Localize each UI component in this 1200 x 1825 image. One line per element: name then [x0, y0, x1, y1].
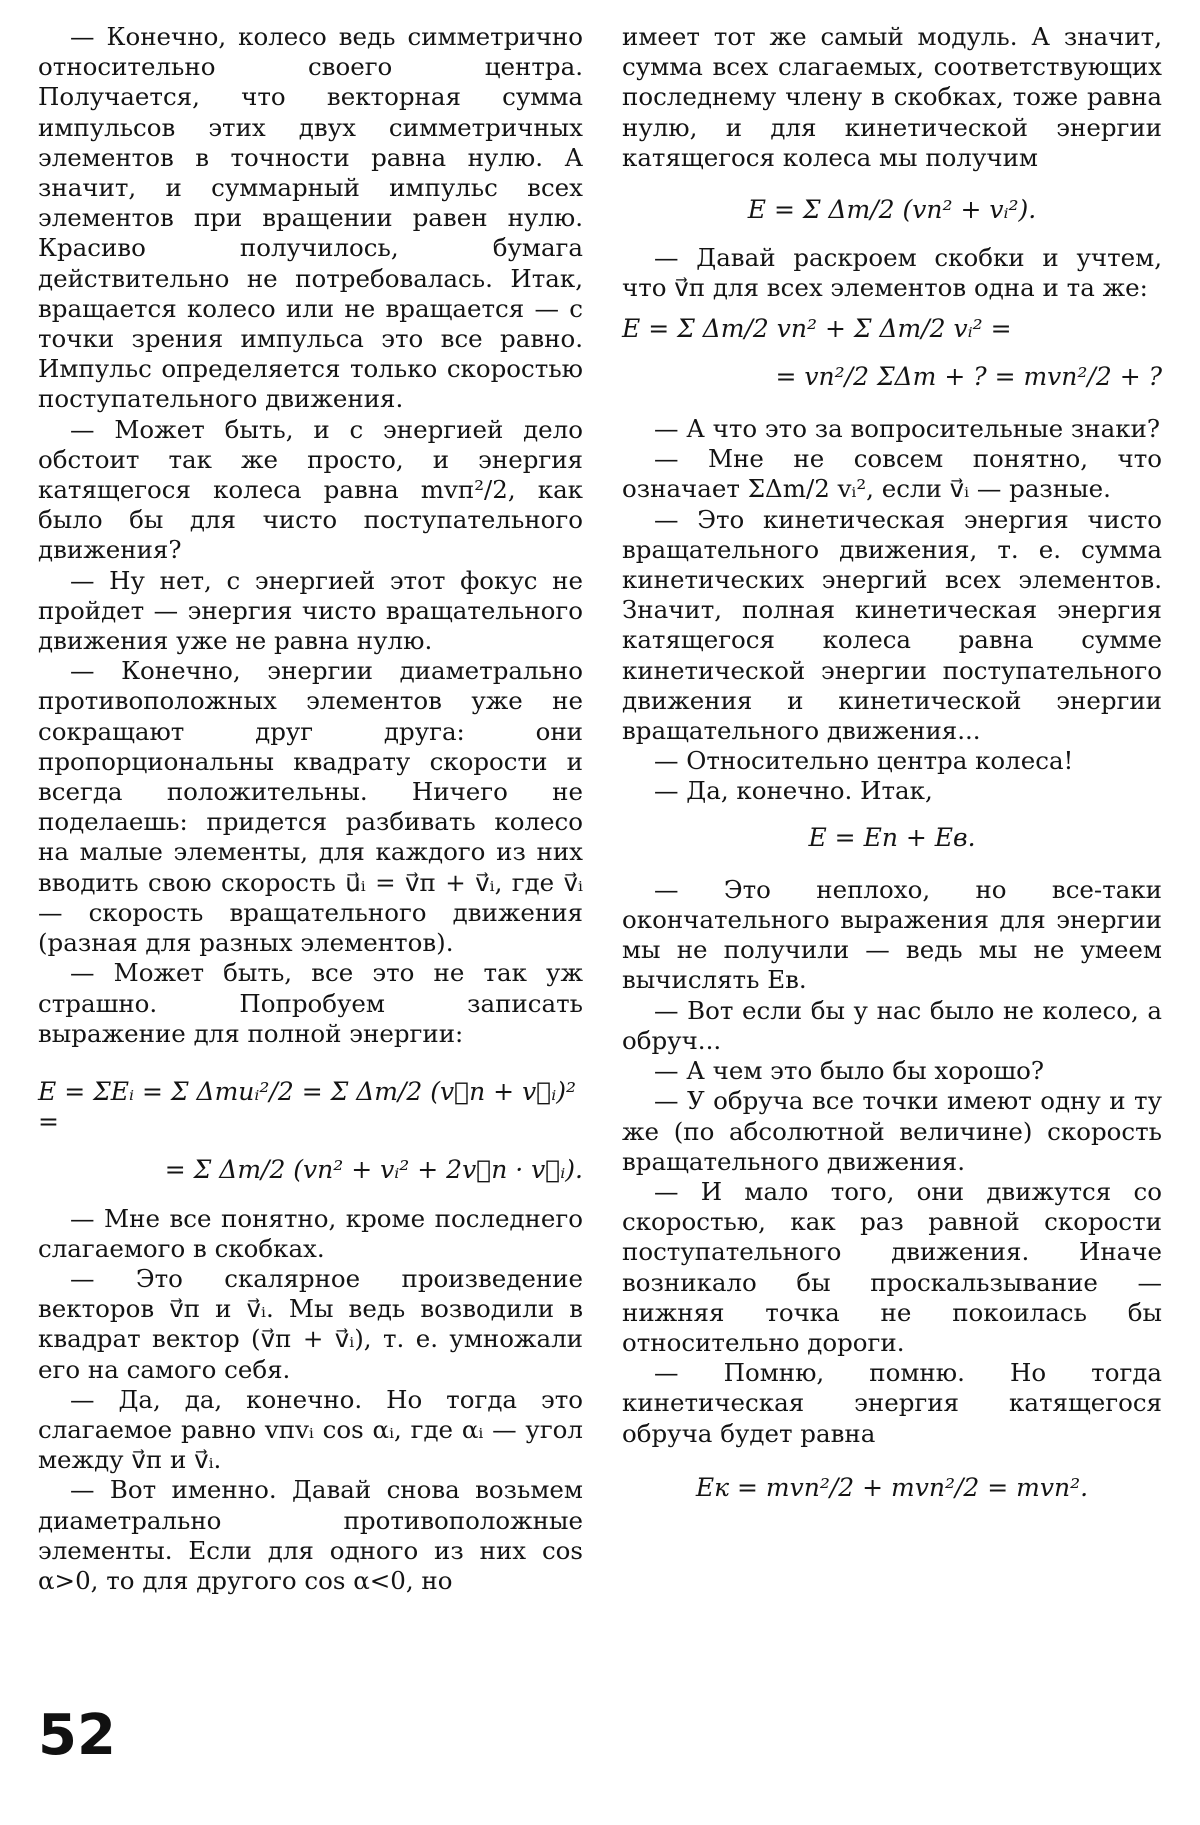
paragraph: — У обруча все точки имеют одну и ту же (по абсолютной величине) скорость вращательного движения.	[622, 1086, 1162, 1176]
paragraph: — Конечно, колесо ведь симметрично относительно своего центра. Получается, что векторная сумма импульсов этих двух симметричных элементов в точности равна нулю. А значит, и суммарный импульс всех элементов при вращении равен нулю. Красиво получилось, бумага действительно не потребовалась. Итак, вращается колесо или не вращается — с точки зрения импульса это все равно. Импульс определяется только скоростью поступательного движения.	[38, 22, 583, 414]
page-number: 52	[38, 1703, 116, 1768]
paragraph: — Это скалярное произведение векторов v⃗п и v⃗ᵢ. Мы ведь возводили в квадрат вектор (v⃗п + v⃗ᵢ), т. е. умножали его на самого себя.	[38, 1263, 583, 1384]
paragraph: — Мне не совсем понятно, что означает ΣΔm/2 vᵢ², если v⃗ᵢ — разные.	[622, 444, 1162, 504]
right-column	[622, 22, 1162, 1503]
paragraph: — Помню, помню. Но тогда кинетическая энергия катящегося обруча будет равна	[622, 1358, 1162, 1448]
total-energy-formula: E = Eп + Eв.	[808, 822, 976, 852]
paragraph: — Давай раскроем скобки и учтем, что v⃗п для всех элементов одна и та же:	[622, 243, 1162, 303]
paragraph: — Конечно, энергии диаметрально противоположных элементов уже не сокращают друг друга: они пропорциональны квадрату скорости и всегда положительны. Ничего не поделаешь: придется разбивать колесо на малые элементы, для каждого из них вводить свою скорость u⃗ᵢ = v⃗п + v⃗ᵢ, где v⃗ᵢ — скорость вращательного движения (разная для разных элементов).	[38, 656, 583, 958]
paragraph: — Вот если бы у нас было не колесо, а обруч...	[622, 995, 1162, 1055]
paragraph: — Вот именно. Давай снова возьмем диаметрально противоположные элементы. Если для одного из них cos α>0, то для другого cos α<0, но	[38, 1475, 583, 1595]
paragraph: — Относительно центра колеса!	[654, 746, 1074, 776]
paragraph: имеет тот же самый модуль. А значит, сумма всех слагаемых, соответствующих последнему члену в скобках, тоже равна нулю, и для кинетической энергии катящегося колеса мы получим	[622, 22, 1162, 172]
paragraph: — А чем это было бы хорошо?	[654, 1056, 1045, 1086]
kinetic-energy-formula: E = Σ Δm/2 (vп² + vᵢ²).	[747, 195, 1037, 225]
paragraph: — Ну нет, с энергией этот фокус не пройдет — энергия чисто вращательного движения уже не равна нулю.	[38, 565, 583, 656]
energy-sum-formula-continued: = Σ Δm/2 (vп² + vᵢ² + 2v⃗п · v⃗ᵢ).	[164, 1155, 583, 1185]
hoop-energy-formula: Eк = mvп²/2 + mvп²/2 = mvп².	[695, 1472, 1089, 1502]
left-column	[38, 22, 583, 1596]
paragraph: — А что это за вопросительные знаки?	[654, 414, 1160, 444]
paragraph: — Да, да, конечно. Но тогда это слагаемое равно vпvᵢ cos αᵢ, где αᵢ — угол между v⃗п и v⃗ᵢ.	[38, 1384, 583, 1475]
paragraph: — Да, конечно. Итак,	[654, 776, 933, 806]
paragraph: — И мало того, они движутся со скоростью, как раз равной скорости поступательного движения. Иначе возникало бы проскальзывание — нижняя точка не покоилась бы относительно дороги.	[622, 1176, 1162, 1357]
paragraph: — Это неплохо, но все-таки окончательного выражения для энергии мы не получили — ведь мы не умеем вычислять Eв.	[622, 874, 1162, 995]
paragraph: — Мне все понятно, кроме последнего слагаемого в скобках.	[38, 1203, 583, 1263]
expanded-energy-formula-continued: = vп²/2 ΣΔm + ? = mvп²/2 + ?	[775, 361, 1162, 391]
expanded-energy-formula: E = Σ Δm/2 vп² + Σ Δm/2 vᵢ² =	[622, 313, 1012, 343]
energy-sum-formula: E = ΣEᵢ = Σ Δmuᵢ²/2 = Σ Δm/2 (v⃗п + v⃗ᵢ)² =	[38, 1076, 577, 1137]
paragraph: — Это кинетическая энергия чисто вращательного движения, т. е. сумма кинетических энергий всех элементов. Значит, полная кинетическая энергия катящегося колеса равна сумме кинетической энергии поступательного движения и кинетической энергии вращательного движения...	[622, 504, 1162, 746]
paragraph: — Может быть, все это не так уж страшно. Попробуем записать выражение для полной энергии:	[38, 958, 583, 1048]
paragraph: — Может быть, и с энергией дело обстоит так же просто, и энергия катящегося колеса равна mvп²/2, как было бы для чисто поступательного движения?	[38, 414, 583, 565]
